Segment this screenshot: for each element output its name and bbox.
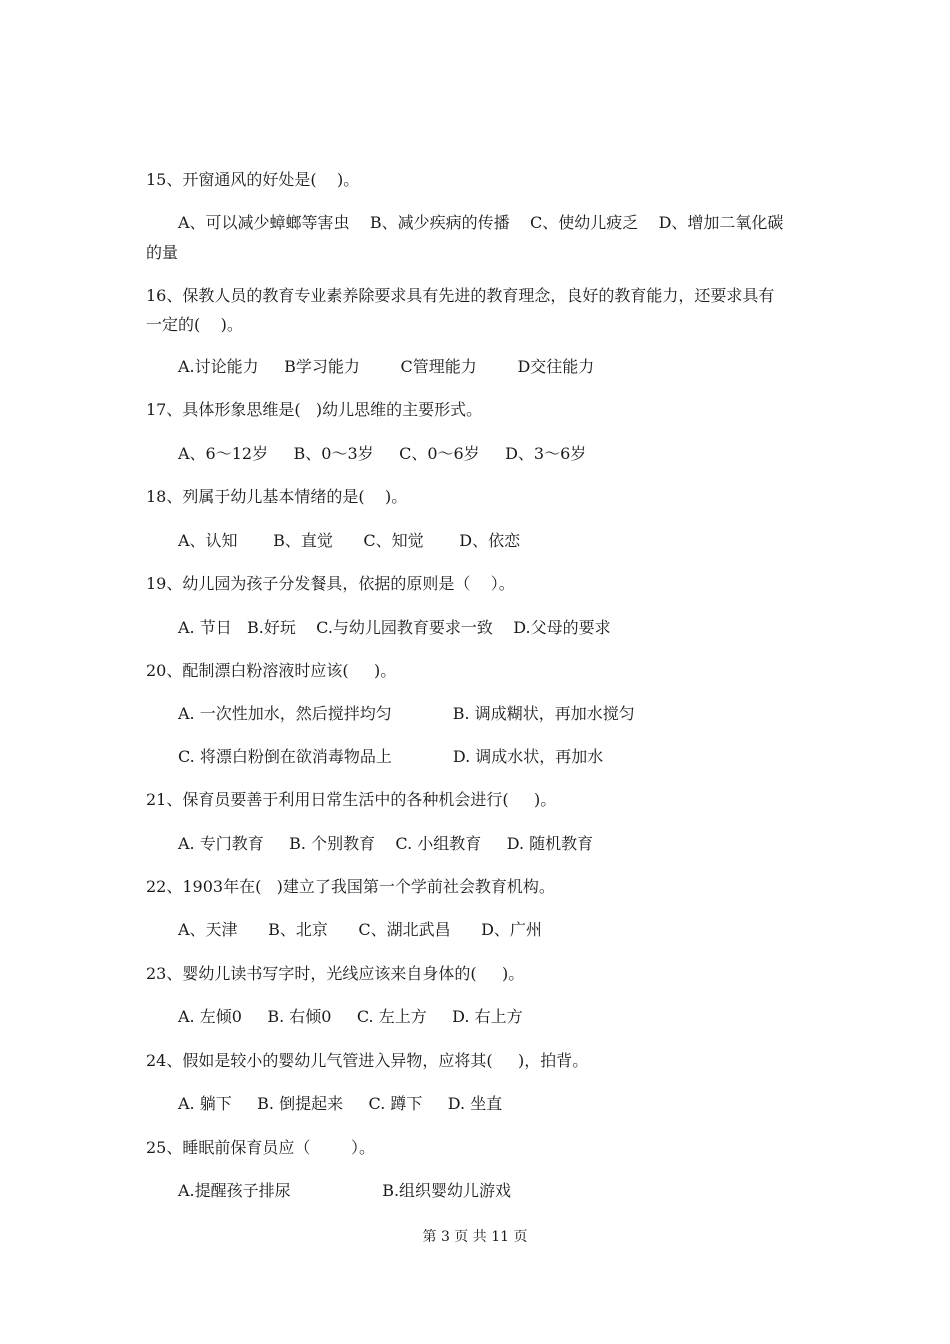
q19-stem: 19、幼儿园为孩子分发餐具，依据的原则是（ ）。 [146,574,515,593]
q23-options: A. 左倾0 B. 右倾0 C. 左上方 D. 右上方 [178,1007,523,1026]
q23-stem: 23、婴幼儿读书写字时，光线应该来自身体的( )。 [146,964,525,983]
q15-options: A、可以减少蟑螂等害虫 B、减少疾病的传播 C、使幼儿疲乏 D、增加二氧化碳 [178,213,784,232]
q21-stem: 21、保育员要善于利用日常生活中的各种机会进行( )。 [146,790,557,809]
q18-options: A、认知 B、直觉 C、知觉 D、依恋 [178,531,521,550]
q18-stem: 18、列属于幼儿基本情绪的是( )。 [146,487,408,506]
q20-options-1: A. 一次性加水，然后搅拌均匀 B. 调成糊状，再加水搅匀 [178,704,635,723]
q16-options: A.讨论能力 B学习能力 C管理能力 D交往能力 [178,357,595,376]
q20-stem: 20、配制漂白粉溶液时应该( )。 [146,661,397,680]
q22-stem: 22、1903年在( )建立了我国第一个学前社会教育机构。 [146,877,555,896]
page-footer: 第 3 页 共 11 页 [422,1229,528,1245]
q25-stem: 25、睡眠前保育员应（ ）。 [146,1138,376,1157]
q16-stem: 16、保教人员的教育专业素养除要求具有先进的教育理念，良好的教育能力，还要求具有 [146,286,775,305]
q21-options: A. 专门教育 B. 个别教育 C. 小组教育 D. 随机教育 [178,834,594,853]
q19-options: A. 节日 B.好玩 C.与幼儿园教育要求一致 D.父母的要求 [178,618,611,637]
q22-options: A、天津 B、北京 C、湖北武昌 D、广州 [178,920,542,939]
q15-options-cont: 的量 [146,243,179,262]
q24-options: A. 躺下 B. 倒提起来 C. 蹲下 D. 坐直 [178,1094,503,1113]
q17-stem: 17、具体形象思维是( )幼儿思维的主要形式。 [146,400,483,419]
q25-options: A.提醒孩子排尿 B.组织婴幼儿游戏 [178,1181,512,1200]
q15-stem: 15、开窗通风的好处是( )。 [146,170,360,189]
q24-stem: 24、假如是较小的婴幼儿气管进入异物，应将其( )，拍背。 [146,1051,589,1070]
q17-options: A、6～12岁 B、0～3岁 C、0～6岁 D、3～6岁 [178,444,587,463]
q16-stem-cont: 一定的( )。 [146,315,243,334]
q20-options-2: C. 将漂白粉倒在欲消毒物品上 D. 调成水状，再加水 [178,747,604,766]
